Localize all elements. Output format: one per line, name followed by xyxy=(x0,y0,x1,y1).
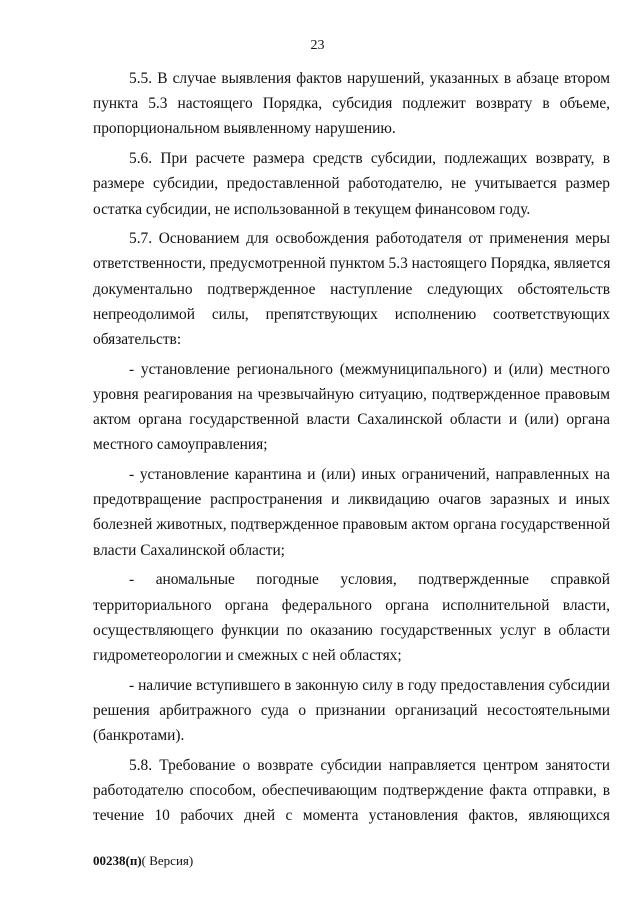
paragraph xyxy=(93,226,610,352)
text-line: - наличие вступившего в законную силу в году предоставления субсидии xyxy=(129,676,610,694)
text-line: ответственности, предусмотренной пунктом 5.3 настоящего Порядка, является xyxy=(93,255,610,273)
text-line: предотвращение распространения и ликвидацию очагов заразных и иных xyxy=(93,491,610,509)
paragraph xyxy=(93,673,610,749)
text-line: 5.6. При расчете размера средств субсидии, подлежащих возврату, в xyxy=(129,150,610,168)
text-line: пропорциональном выявленному нарушению. xyxy=(93,120,396,138)
text-line: актом органа государственной власти Сахалинской области и (или) органа xyxy=(93,411,610,429)
text-line: документально подтвержденное наступление следующих обстоятельств xyxy=(93,280,610,298)
page-number: 23 xyxy=(310,38,325,53)
text-line: остатка субсидии, не использованной в текущем финансовом году. xyxy=(93,200,531,218)
document-body xyxy=(93,66,610,833)
text-line: осуществляющего функции по оказанию государственных услуг в области xyxy=(93,621,610,639)
text-line: гидрометеорологии и смежных с ней областях; xyxy=(93,646,402,664)
text-line: (банкротами). xyxy=(93,727,185,745)
paragraph xyxy=(93,567,610,668)
text-line: - установление карантина и (или) иных ограничений, направленных на xyxy=(129,466,610,484)
text-line: пункта 5.3 настоящего Порядка, субсидия подлежит возврату в объеме, xyxy=(93,95,610,113)
text-line: 5.5. В случае выявления фактов нарушений, указанных в абзаце втором xyxy=(129,70,610,87)
paragraph xyxy=(93,357,610,458)
text-line: размере субсидии, предоставленной работодателю, не учитывается размер xyxy=(93,175,610,193)
paragraph xyxy=(93,146,610,222)
text-line: 5.7. Основанием для освобождения работодателя от применения меры xyxy=(129,230,610,248)
text-line: течение 10 рабочих дней с момента установления фактов, являющихся xyxy=(93,807,610,825)
paragraph xyxy=(93,462,610,563)
text-line: работодателю способом, обеспечивающим подтверждение факта отправки, в xyxy=(93,781,610,799)
text-line: непреодолимой силы, препятствующих исполнению соответствующих xyxy=(93,305,610,323)
text-line: территориального органа федерального органа исполнительной власти, xyxy=(93,596,610,614)
document-footer xyxy=(93,853,193,869)
text-line: решения арбитражного суда о признании организаций несостоятельными xyxy=(93,701,610,719)
text-line: уровня реагирования на чрезвычайную ситуацию, подтвержденное правовым xyxy=(93,385,610,403)
paragraph xyxy=(93,66,610,142)
footer-version: ( Версия) xyxy=(141,853,194,868)
text-line: власти Сахалинской области; xyxy=(93,541,285,559)
text-line: обязательств: xyxy=(93,331,182,349)
text-line: местного самоуправления; xyxy=(93,436,268,454)
text-line: - аномальные погодные условия, подтвержденные справкой xyxy=(129,571,610,589)
paragraph xyxy=(93,753,610,829)
text-line: 5.8. Требование о возврате субсидии направляется центром занятости xyxy=(129,756,610,774)
footer-document-code: 00238(п) xyxy=(93,853,142,868)
text-line: - установление регионального (межмуниципального) и (или) местного xyxy=(129,360,610,378)
text-line: болезней животных, подтвержденное правовым актом органа государственной xyxy=(93,516,610,534)
